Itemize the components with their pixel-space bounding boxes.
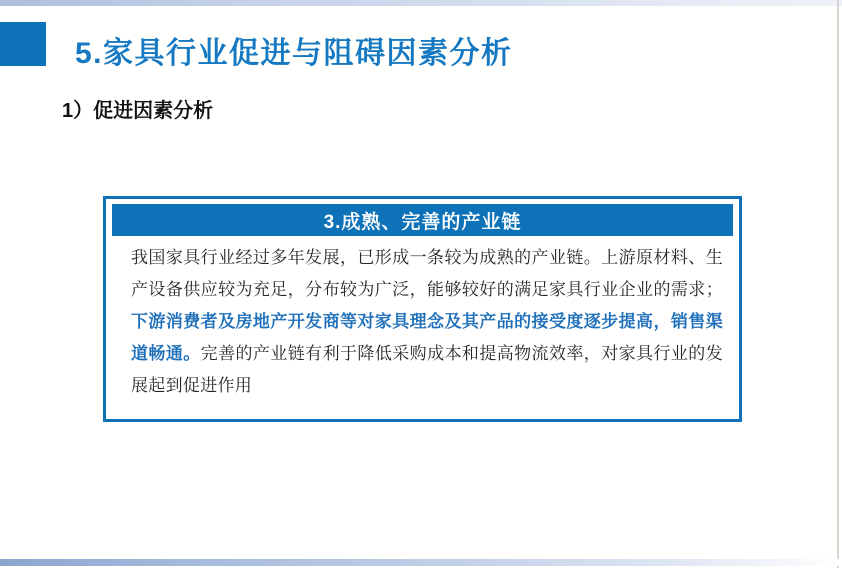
slide-subtitle: 1）促进因素分析 xyxy=(62,100,214,122)
card-body-text-normal-1: 我国家具行业经过多年发展，已形成一条较为成熟的产业链。上游原材料、生产设备供应较为充足，分布较为广泛，能够较好的满足家具行业企业的需求； xyxy=(131,248,723,299)
top-accent-bar xyxy=(0,0,842,6)
title-accent-square xyxy=(0,22,46,66)
slide-title: 5.家具行业促进与阻碍因素分析 xyxy=(75,37,513,70)
card-body xyxy=(131,242,723,402)
card-header: 3.成熟、完善的产业链 xyxy=(112,204,733,236)
right-edge-line xyxy=(837,0,839,568)
card-body-text-highlight: 下游消费者及房地产开发商等对家具理念及其产品的接受度逐步提高，销售渠道畅通。 xyxy=(131,312,723,363)
bottom-accent-bar xyxy=(0,559,842,566)
info-card xyxy=(103,196,742,422)
card-body-text-normal-2: 完善的产业链有利于降低采购成本和提高物流效率，对家具行业的发展起到促进作用 xyxy=(131,344,724,395)
